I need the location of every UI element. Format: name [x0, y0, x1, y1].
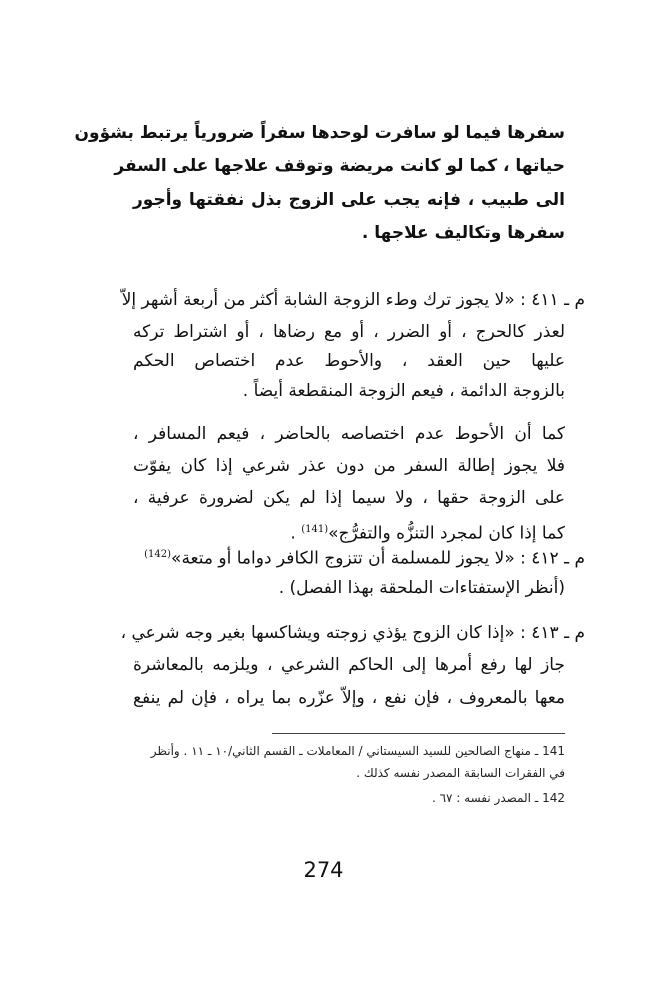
text-line: على الزوجة حقها ، ولا سيما إذا لم يكن لضرورة عرفية ، [133, 488, 565, 508]
footnote-ref-142[interactable]: (142) [144, 549, 172, 560]
text-line: كما أن الأحوط عدم اختصاصه بالحاضر ، فيعم المسافر ، [133, 424, 565, 444]
page-number: 274 [303, 858, 344, 882]
text-line: الى طبيب ، فإنه يجب على الزوج بذل نفقتها وأجور [133, 190, 565, 210]
text-line: فلا يجوز إطالة السفر من دون عذر شرعي إذا كان يفوّت [133, 456, 565, 476]
text-line: سفرها فيما لو سافرت لوحدها سفراً ضرورياً يرتبط بشؤون [74, 123, 565, 143]
footnote-divider [272, 733, 565, 734]
text-line [133, 540, 585, 574]
text-line: معها بالمعروف ، فإن نفع ، وإلاّ عزّره بما يراه ، فإن لم ينفع [133, 688, 565, 708]
text-line: بالزوجة الدائمة ، فيعم الزوجة المنقطعة أيضاً . [242, 381, 565, 401]
footnote-142: 142 ـ المصدر نفسه : ٦٧ . [431, 791, 565, 805]
text-line: سفرها وتكاليف علاجها . [361, 223, 565, 243]
text-line: (أنظر الإستفتاءات الملحقة بهذا الفصل) . [278, 578, 565, 598]
text: . [290, 523, 296, 544]
footnote-ref-141[interactable]: (141) [301, 524, 329, 535]
footnote-141: 141 ـ منهاج الصالحين للسيد السيستاني / المعاملات ـ القسم الثاني/١٠ ـ ١١ . وأنظر [150, 744, 565, 758]
text-line: لعذر كالحرج ، أو الضرر ، أو مع رضاها ، أو اشتراط تركه [133, 322, 565, 342]
footnote-141-cont: في الفقرات السابقة المصدر نفسه كذلك . [356, 766, 565, 780]
text-line: جاز لها رفع أمرها إلى الحاكم الشرعي ، ويلزمه بالمعاشرة [133, 655, 565, 675]
text-line: م ـ ٤١١ : «لا يجوز ترك وطء الزوجة الشابة أكثر من أربعة أشهر إلاّ [121, 290, 585, 310]
text-line: م ـ ٤١٣ : «إذا كان الزوج يؤذي زوجته ويشاكسها بغير وجه شرعي ، [120, 623, 585, 643]
text-line: عليها حين العقد ، والأحوط عدم اختصاص الحكم [133, 351, 565, 371]
text: كما إذا كان لمجرد التنزُّه والتفرُّج» [328, 523, 565, 544]
text: م ـ ٤١٢ : «لا يجوز للمسلمة أن تتزوج الكافر دواما أو متعة» [171, 548, 585, 569]
text-line: حياتها ، كما لو كانت مريضة وتوقف علاجها على السفر [114, 156, 565, 176]
